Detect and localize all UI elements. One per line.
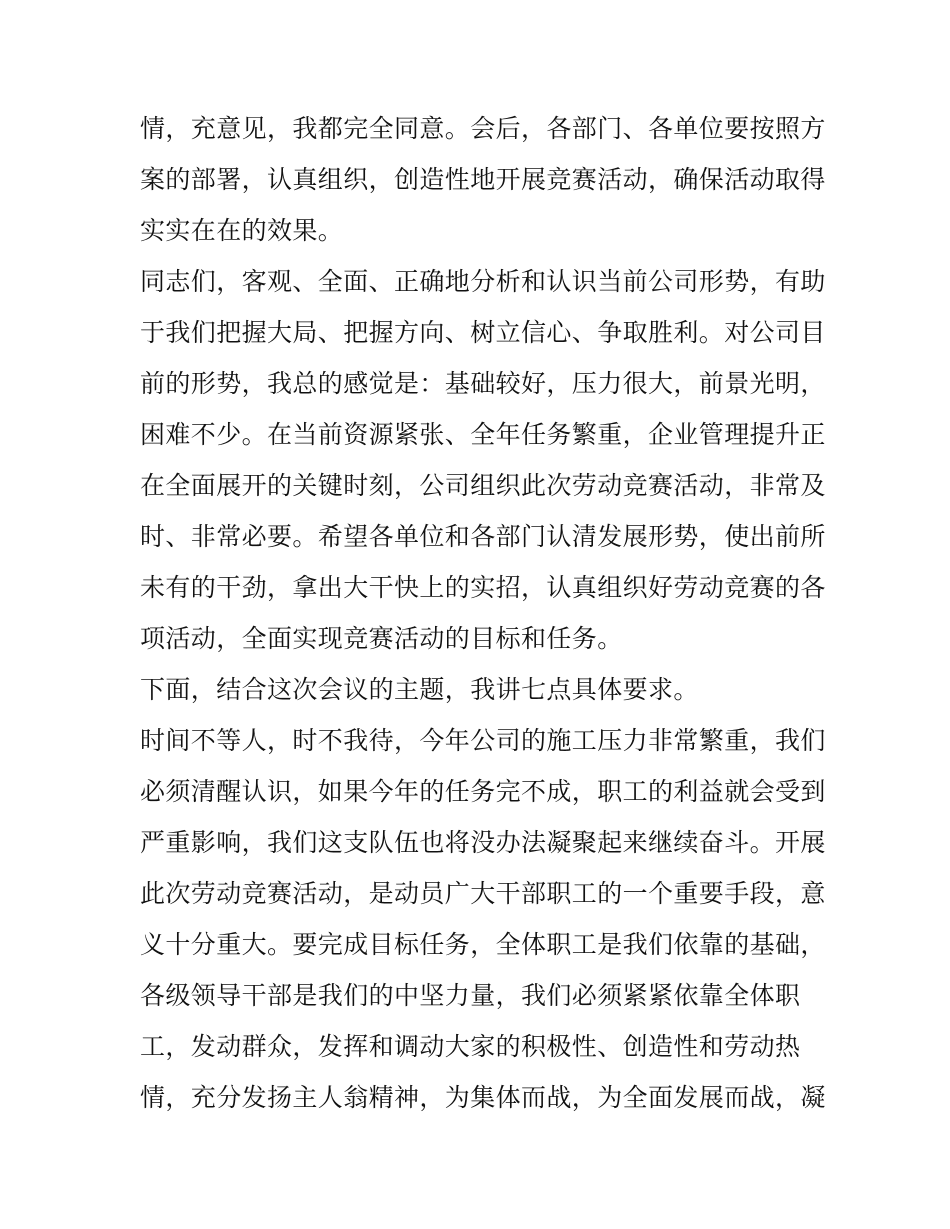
text-line: 时、非常必要。希望各单位和各部门认清发展形势，使出前所 [140,522,826,551]
body-text [140,103,826,1123]
text-line: 困难不少。在当前资源紧张、全年任务繁重，企业管理提升正 [140,420,826,449]
text-line: 下面，结合这次会议的主题，我讲七点具体要求。 [140,675,699,704]
text-line: 此次劳动竞赛活动，是动员广大干部职工的一个重要手段，意 [140,879,826,908]
text-line: 义十分重大。要完成目标任务，全体职工是我们依靠的基础， [140,930,826,959]
text-line: 情，充意见，我都完全同意。会后，各部门、各单位要按照方 [140,114,826,143]
text-line: 于我们把握大局、把握方向、树立信心、争取胜利。对公司目 [140,318,826,347]
text-line: 前的形势，我总的感觉是：基础较好，压力很大，前景光明， [140,369,826,398]
text-line: 必须清醒认识，如果今年的任务完不成，职工的利益就会受到 [140,777,826,806]
text-line: 案的部署，认真组织，创造性地开展竞赛活动，确保活动取得 [140,165,826,194]
text-line: 同志们，客观、全面、正确地分析和认识当前公司形势，有助 [140,267,826,296]
text-line: 情，充分发扬主人翁精神，为集体而战，为全面发展而战，凝 [140,1083,826,1112]
text-line: 项活动，全面实现竞赛活动的目标和任务。 [140,624,623,653]
text-line: 在全面展开的关键时刻，公司组织此次劳动竞赛活动，非常及 [140,471,826,500]
text-line: 各级领导干部是我们的中坚力量，我们必须紧紧依靠全体职 [140,981,801,1010]
text-line: 时间不等人，时不我待，今年公司的施工压力非常繁重，我们 [140,726,826,755]
text-line: 严重影响，我们这支队伍也将没办法凝聚起来继续奋斗。开展 [140,828,826,857]
text-line: 工，发动群众，发挥和调动大家的积极性、创造性和劳动热 [140,1032,801,1061]
text-line: 实实在在的效果。 [140,216,344,245]
text-line: 未有的干劲，拿出大干快上的实招，认真组织好劳动竞赛的各 [140,573,826,602]
